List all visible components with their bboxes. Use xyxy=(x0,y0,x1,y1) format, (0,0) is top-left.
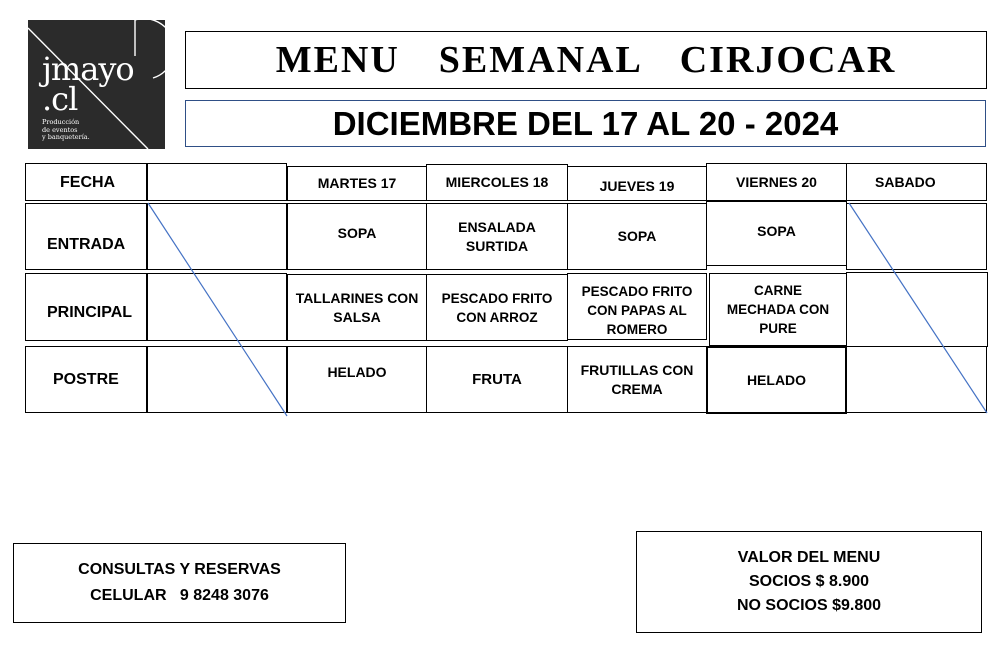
header-day-martes: MARTES 17 xyxy=(287,166,427,201)
contact-title: CONSULTAS Y RESERVAS xyxy=(78,561,281,578)
cell-empty-sabado-principal xyxy=(846,272,988,347)
contact-box xyxy=(13,543,346,623)
cell-principal-jueves: PESCADO FRITO CON PAPAS AL ROMERO xyxy=(567,273,707,340)
cell-entrada-jueves: SOPA xyxy=(567,203,707,270)
logo-wordmark: jmayo .cl xyxy=(42,50,134,118)
title-box xyxy=(185,31,987,89)
header-empty xyxy=(146,163,287,201)
cell-entrada-viernes: SOPA xyxy=(706,201,847,266)
row-label-postre: POSTRE xyxy=(25,346,148,413)
cell-principal-martes: TALLARINES CON SALSA xyxy=(287,274,427,341)
header-fecha: FECHA xyxy=(25,163,148,201)
cell-postre-viernes: HELADO xyxy=(706,346,847,414)
logo xyxy=(28,20,165,149)
cell-principal-viernes: CARNE MECHADA CON PURE xyxy=(709,273,847,346)
price-box xyxy=(636,531,982,633)
row-label-entrada: ENTRADA xyxy=(25,203,148,270)
row-label-principal: PRINCIPAL xyxy=(25,273,148,341)
cell-empty-sabado-entrada xyxy=(846,203,987,270)
cell-empty-entrada xyxy=(146,203,287,270)
subtitle-box xyxy=(185,100,986,147)
cell-entrada-miercoles: ENSALADA SURTIDA xyxy=(426,203,568,270)
cell-postre-miercoles: FRUTA xyxy=(426,346,568,413)
page-subtitle: DICIEMBRE DEL 17 AL 20 - 2024 xyxy=(332,104,839,142)
cell-postre-martes: HELADO xyxy=(287,346,427,413)
price-title: VALOR DEL MENU xyxy=(737,549,881,566)
cell-entrada-martes: SOPA xyxy=(287,203,427,270)
logo-tagline: Producción de eventos y banquetería. xyxy=(42,118,90,141)
cell-empty-sabado-postre xyxy=(846,346,987,413)
contact-phone: CELULAR 9 8248 3076 xyxy=(90,587,269,604)
cell-postre-jueves: FRUTILLAS CON CREMA xyxy=(567,346,707,413)
price-socios: SOCIOS $ 8.900 xyxy=(748,573,870,590)
header-day-sabado: SABADO xyxy=(846,163,987,201)
cell-principal-miercoles: PESCADO FRITO CON ARROZ xyxy=(426,274,568,341)
header-day-miercoles: MIERCOLES 18 xyxy=(426,164,568,201)
cell-empty-principal xyxy=(146,273,287,341)
header-day-viernes: VIERNES 20 xyxy=(706,163,847,201)
cell-empty-postre xyxy=(146,346,287,413)
price-no-socios: NO SOCIOS $9.800 xyxy=(736,597,882,614)
page-title: MENU SEMANAL CIRJOCAR xyxy=(275,39,897,81)
header-day-jueves: JUEVES 19 xyxy=(567,166,707,201)
